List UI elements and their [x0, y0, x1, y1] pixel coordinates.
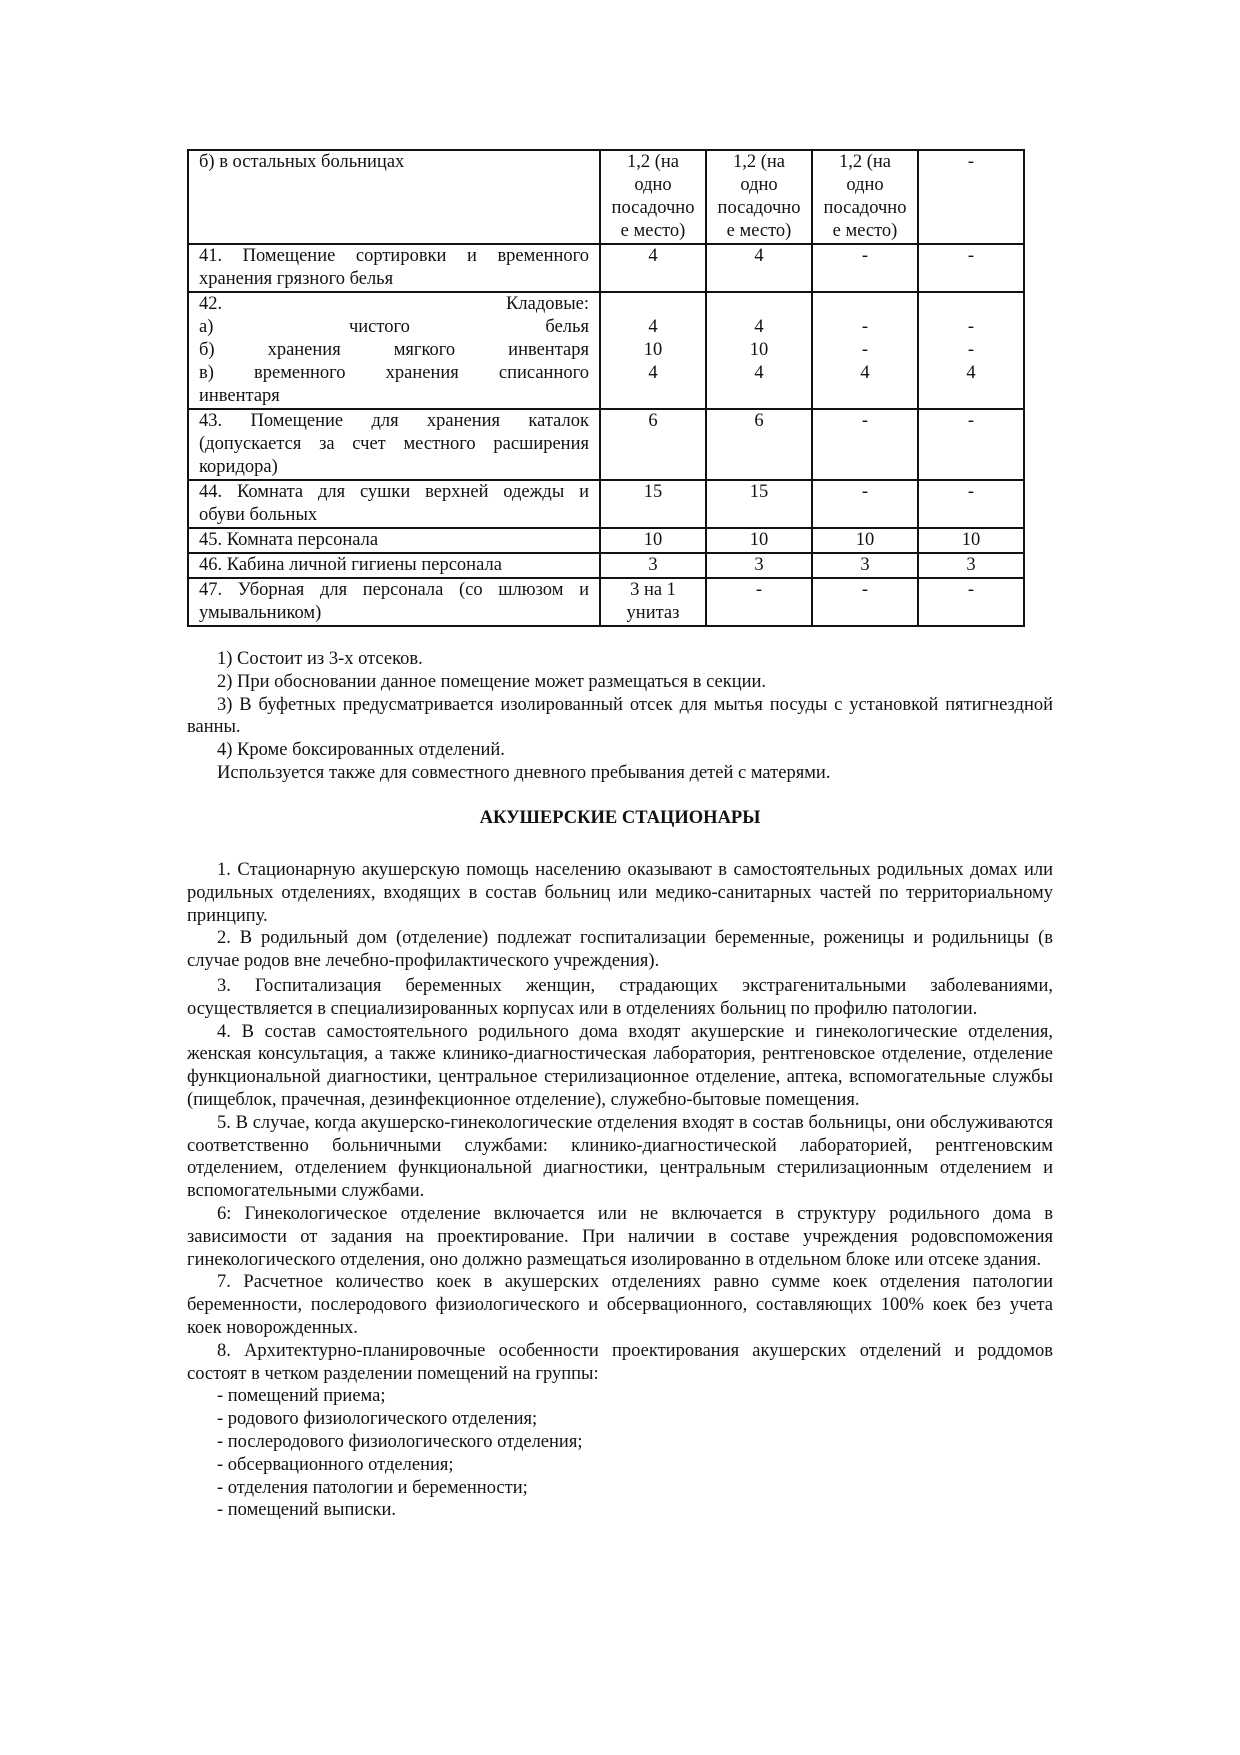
room-name-cell — [188, 528, 600, 553]
table-row — [188, 578, 1024, 626]
room-name-cell — [188, 553, 600, 578]
table-row — [188, 150, 1024, 244]
list-item: - помещений приема; — [217, 1386, 386, 1407]
area-value-cell — [706, 480, 812, 528]
room-name-cell — [188, 150, 600, 244]
paragraph-5: 5. В случае, когда акушерско-гинекологические отделения входят в состав больницы, они обслуживаются соответственно больничными службами: клинико-диагностической лабораторией, рентгеновским отделением, отделением функциональной диагностики, центральным стерилизационным отделением и вспомогательными службами. — [187, 1112, 1053, 1202]
room-name-line: умывальником) — [199, 603, 322, 623]
area-value: 10 — [855, 530, 875, 550]
room-name-line: 41. Помещение сортировки и временного — [199, 246, 589, 266]
list-item: - помещений выписки. — [217, 1500, 396, 1521]
footnotes — [187, 648, 1053, 785]
area-value: - — [967, 246, 975, 266]
area-value: - — [967, 411, 975, 431]
area-value: 4 — [648, 246, 658, 266]
area-value-cell — [706, 244, 812, 292]
area-value: 3 — [860, 555, 870, 575]
area-value: 3 на 1 — [630, 580, 676, 600]
area-value-cell — [600, 528, 706, 553]
list-item: - отделения патологии и беременности; — [217, 1477, 528, 1498]
area-value: 4 — [754, 317, 764, 337]
room-name-line: а) чистого белья — [199, 317, 589, 337]
area-value-cell — [918, 244, 1024, 292]
table-row — [188, 480, 1024, 528]
area-value: 15 — [749, 482, 769, 502]
area-value-cell — [600, 244, 706, 292]
area-value-cell — [812, 528, 918, 553]
area-value: 15 — [643, 482, 663, 502]
area-value: - — [861, 482, 869, 502]
paragraph-2: 2. В родильный дом (отделение) подлежат госпитализации беременные, роженицы и родильницы (в случае родов вне лечебно-профилактического учреждения). — [187, 928, 1053, 972]
area-value-cell — [812, 578, 918, 626]
section-heading: АКУШЕРСКИЕ СТАЦИОНАРЫ — [479, 808, 761, 828]
room-name-cell — [188, 578, 600, 626]
area-value-cell — [706, 292, 812, 409]
paragraph-3: 3. Госпитализация беременных женщин, страдающих экстрагенитальными заболеваниями, осуществляется в специализированных корпусах или в отделениях больниц по профилю патологии. — [187, 975, 1053, 1019]
area-value: - — [755, 580, 763, 600]
area-value: 1,2 (на — [732, 152, 786, 172]
room-name-cell — [188, 244, 600, 292]
area-value-cell — [918, 578, 1024, 626]
area-value: 10 — [749, 340, 769, 360]
area-value-cell — [812, 292, 918, 409]
area-value-cell — [706, 409, 812, 480]
area-value-cell — [600, 292, 706, 409]
room-name-line: б) хранения мягкого инвентаря — [199, 340, 589, 360]
area-value: 10 — [749, 530, 769, 550]
list-item: - родового физиологического отделения; — [217, 1409, 538, 1430]
area-value-cell — [600, 480, 706, 528]
area-value-cell — [812, 150, 918, 244]
area-value-cell — [812, 553, 918, 578]
area-value: 1,2 (на — [626, 152, 680, 172]
room-name-cell — [188, 292, 600, 409]
area-value-cell — [706, 578, 812, 626]
area-value: - — [967, 152, 975, 172]
area-value: - — [967, 317, 975, 337]
room-name-line: 42. Кладовые: — [199, 294, 589, 314]
area-value — [711, 293, 807, 316]
area-value: е место) — [832, 221, 898, 241]
area-value-cell — [706, 150, 812, 244]
footnote-2: 2) При обосновании данное помещение может размещаться в секции. — [217, 671, 767, 692]
area-value: - — [861, 580, 869, 600]
area-value: одно — [740, 175, 778, 195]
area-value-cell — [706, 553, 812, 578]
room-name-line: 46. Кабина личной гигиены персонала — [199, 555, 502, 575]
footnote-5: Используется также для совместного дневного пребывания детей с матерями. — [217, 762, 831, 783]
footnote-4: 4) Кроме боксированных отделений. — [217, 740, 505, 761]
area-value: 4 — [754, 363, 764, 383]
area-value-cell — [918, 528, 1024, 553]
area-value-cell — [812, 244, 918, 292]
paragraph-7: 7. Расчетное количество коек в акушерских отделениях равно сумме коек отделения патологии беременности, послеродового физиологического и обсервационного, составляющих 100% коек без учета коек новорожденных. — [187, 1272, 1053, 1338]
area-value: 3 — [754, 555, 764, 575]
room-name-cell — [188, 409, 600, 480]
area-value: - — [967, 340, 975, 360]
paragraph-8: 8. Архитектурно-планировочные особенности проектирования акушерских отделений и роддомов состоят в четком разделении помещений на группы: — [187, 1340, 1053, 1384]
area-value: одно — [634, 175, 672, 195]
room-name-line: 47. Уборная для персонала (со шлюзом и — [199, 580, 589, 600]
area-value-cell — [918, 409, 1024, 480]
area-value: 4 — [648, 317, 658, 337]
area-value: одно — [846, 175, 884, 195]
room-name-cell — [188, 480, 600, 528]
area-value-cell — [918, 480, 1024, 528]
paragraph-1: 1. Стационарную акушерскую помощь населению оказывают в самостоятельных родильных домах или родильных отделениях, входящих в состав больниц или медико-санитарных частей по территориальному принципу. — [187, 860, 1053, 926]
area-value-cell — [918, 150, 1024, 244]
area-value: 10 — [643, 530, 663, 550]
area-value: е место) — [726, 221, 792, 241]
room-name-line: 43. Помещение для хранения каталок — [199, 411, 589, 431]
room-area-table — [187, 149, 1025, 627]
table-row — [188, 553, 1024, 578]
area-value: 3 — [648, 555, 658, 575]
area-value-cell — [812, 480, 918, 528]
area-value: 4 — [648, 363, 658, 383]
area-value: - — [861, 317, 869, 337]
area-value: посадочно — [823, 198, 907, 218]
area-value: 6 — [754, 411, 764, 431]
area-value: 4 — [966, 363, 976, 383]
room-name-line: в) временного хранения списанного — [199, 363, 589, 383]
room-name-line: обуви больных — [199, 505, 318, 525]
footnote-1: 1) Состоит из 3-х отсеков. — [217, 649, 423, 669]
area-value-cell — [918, 292, 1024, 409]
area-value-cell — [812, 409, 918, 480]
paragraph-4: 4. В состав самостоятельного родильного дома входят акушерские и гинекологические отделения, женская консультация, а также клинико-диагностическая лаборатория, рентгеновское отделение, отделение функциональной диагностики, центральное стерилизационное отделение, аптека, вспомогательные службы (пищеблок, прачечная, дезинфекционное отделение), служебно-бытовые помещения. — [187, 1021, 1053, 1110]
paragraph-6: 6: Гинекологическое отделение включается или не включается в структуру родильного дома в зависимости от задания на проектирование. При наличии в составе учреждения родовспоможения гинекологического отделения, оно должно размещаться изолированно в отдельном блоке или отсеке здания. — [187, 1203, 1053, 1270]
room-name-line: 45. Комната персонала — [199, 530, 379, 550]
area-value — [605, 293, 701, 316]
area-value-cell — [918, 553, 1024, 578]
room-name-line: б) в остальных больницах — [199, 152, 405, 172]
section-body — [187, 859, 1053, 1522]
area-value: 6 — [648, 411, 658, 431]
room-name-line: коридора) — [199, 457, 278, 477]
area-value-cell — [600, 150, 706, 244]
area-value-cell — [600, 553, 706, 578]
area-value: 1,2 (на — [838, 152, 892, 172]
area-value: - — [861, 411, 869, 431]
area-value: 4 — [860, 363, 870, 383]
area-value: - — [861, 340, 869, 360]
list-item: - обсервационного отделения; — [217, 1454, 454, 1475]
area-value-cell — [600, 578, 706, 626]
list-item: - послеродового физиологического отделения; — [217, 1431, 583, 1452]
area-value: е место) — [620, 221, 686, 241]
area-value: посадочно — [717, 198, 801, 218]
area-value: - — [967, 580, 975, 600]
table-row — [188, 409, 1024, 480]
area-value — [817, 293, 913, 316]
area-value: 10 — [643, 340, 663, 360]
room-name-line: инвентаря — [199, 386, 280, 406]
table-row — [188, 292, 1024, 409]
area-value: 4 — [754, 246, 764, 266]
area-value: 3 — [966, 555, 976, 575]
room-name-line: 44. Комната для сушки верхней одежды и — [199, 482, 589, 502]
area-value: посадочно — [611, 198, 695, 218]
area-value: унитаз — [626, 603, 680, 623]
table-row — [188, 244, 1024, 292]
room-name-line: хранения грязного белья — [199, 269, 394, 289]
area-value: - — [967, 482, 975, 502]
room-name-line: (допускается за счет местного расширения — [199, 434, 589, 454]
area-value: - — [861, 246, 869, 266]
area-value: 10 — [961, 530, 981, 550]
area-value — [923, 293, 1019, 316]
footnote-3: 3) В буфетных предусматривается изолированный отсек для мытья посуды с установкой пятигнездной ванны. — [187, 694, 1053, 738]
table-row — [188, 528, 1024, 553]
area-value-cell — [600, 409, 706, 480]
area-value-cell — [706, 528, 812, 553]
